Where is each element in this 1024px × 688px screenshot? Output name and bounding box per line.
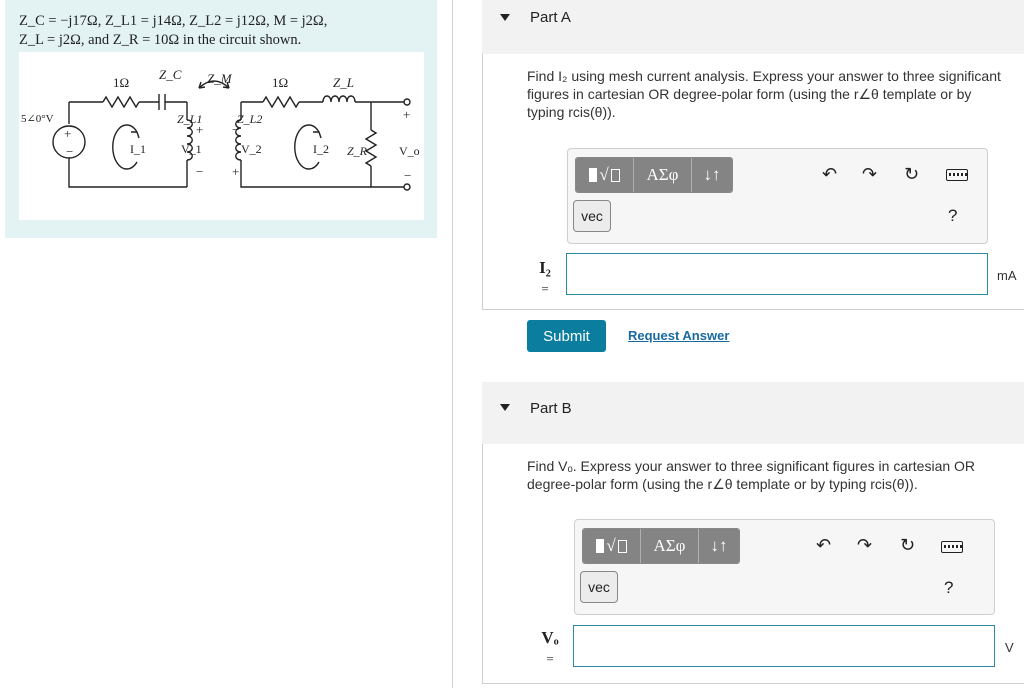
templates-button[interactable]: √ — [583, 529, 641, 563]
math-toolbar-b — [574, 519, 995, 615]
part-a-body — [482, 54, 1024, 310]
pane-divider — [452, 0, 453, 688]
resistor-zr — [366, 130, 376, 166]
problem-statement — [19, 12, 429, 50]
toolbar-button-group-b — [582, 528, 740, 564]
greek-symbols-button[interactable]: ΑΣφ — [634, 158, 692, 192]
label-vo: V_o — [399, 144, 420, 158]
inductor-zl — [323, 96, 355, 102]
label-i1: I_1 — [130, 142, 146, 156]
label-zm: Z_M — [207, 71, 232, 86]
part-b-title: Part B — [530, 400, 572, 417]
reset-icon[interactable]: ↻ — [900, 535, 916, 555]
keyboard-icon[interactable] — [941, 541, 963, 553]
collapse-caret-icon[interactable] — [500, 14, 510, 21]
submit-button[interactable]: Submit — [527, 320, 606, 352]
label-zl2: Z_L2 — [237, 112, 263, 126]
part-b-question: Find Vₒ. Express your answer to three significant figures in cartesian OR degree-polar form (using the r∠θ template or by typing rcis(θ)). — [527, 458, 976, 492]
help-icon[interactable]: ? — [948, 206, 958, 225]
label-zl: Z_L — [333, 75, 354, 90]
keyboard-icon[interactable] — [946, 169, 968, 181]
part-a-question: Find I₂ using mesh current analysis. Express your answer to three significant figures in cartesian OR degree-polar form (using the r∠θ template or by typing rcis(θ)). — [527, 68, 1001, 120]
subscript-superscript-button[interactable]: ↓↑ — [699, 529, 739, 563]
part-b-body — [482, 444, 1024, 684]
reset-icon[interactable]: ↻ — [904, 164, 920, 184]
vec-button[interactable]: vec — [580, 571, 618, 603]
part-b-rule — [482, 444, 483, 683]
capacitor-zc — [159, 94, 165, 110]
equals-sign: = — [541, 281, 549, 296]
unit-label-b: V — [1005, 640, 1014, 655]
svg-text:−: − — [196, 164, 204, 179]
svg-text:+: + — [403, 107, 411, 122]
circuit-diagram — [19, 52, 424, 220]
resistor-1 — [103, 97, 139, 107]
svg-text:+: + — [64, 126, 72, 141]
help-icon[interactable]: ? — [944, 578, 954, 597]
problem-line-2: Z_L = j2Ω, and Z_R = 10Ω in the circuit shown. — [19, 32, 302, 48]
answer-variable: I₂ — [539, 258, 551, 277]
label-zc: Z_C — [159, 67, 182, 82]
toolbar-button-group-a — [575, 157, 733, 193]
label-v1: V_1 — [181, 142, 202, 156]
label-r2: 1Ω — [272, 75, 289, 90]
redo-icon[interactable]: ↷ — [857, 535, 873, 555]
label-zr: Z_R — [347, 144, 368, 158]
unit-label-a: mA — [997, 268, 1017, 283]
answer-label-vo — [537, 628, 563, 667]
svg-text:+: + — [196, 122, 204, 137]
part-b-header[interactable] — [482, 382, 1024, 444]
part-a-title: Part A — [530, 9, 571, 26]
answer-input-b[interactable] — [573, 625, 995, 667]
templates-button[interactable]: √ — [576, 158, 634, 192]
label-source: 5∠0°V — [21, 113, 54, 125]
collapse-caret-icon[interactable] — [500, 404, 510, 411]
answer-variable: Vₒ — [541, 628, 559, 647]
resistor-2 — [263, 97, 299, 107]
undo-icon[interactable]: ↶ — [816, 535, 832, 555]
math-toolbar-a — [567, 148, 988, 244]
label-v2: V_2 — [241, 142, 262, 156]
label-i2: I_2 — [313, 142, 329, 156]
equals-sign: = — [546, 651, 554, 666]
svg-text:−: − — [232, 122, 240, 137]
subscript-superscript-button[interactable]: ↓↑ — [692, 158, 732, 192]
problem-panel — [5, 0, 437, 238]
part-a-rule — [482, 54, 483, 309]
vec-button[interactable]: vec — [573, 200, 611, 232]
part-a-header[interactable] — [482, 0, 1024, 54]
answer-label-i2 — [534, 258, 556, 297]
svg-text:−: − — [404, 168, 412, 183]
svg-text:+: + — [232, 164, 240, 179]
problem-line-1: Z_C = −j17Ω, Z_L1 = j14Ω, Z_L2 = j12Ω, M = j2Ω, — [19, 13, 328, 29]
label-r1: 1Ω — [113, 75, 130, 90]
svg-text:−: − — [66, 144, 74, 159]
answer-input-a[interactable] — [566, 253, 988, 295]
request-answer-link[interactable]: Request Answer — [628, 328, 730, 343]
label-zl1: Z_L1 — [177, 112, 203, 126]
undo-icon[interactable]: ↶ — [822, 164, 838, 184]
greek-symbols-button[interactable]: ΑΣφ — [641, 529, 699, 563]
redo-icon[interactable]: ↷ — [862, 164, 878, 184]
